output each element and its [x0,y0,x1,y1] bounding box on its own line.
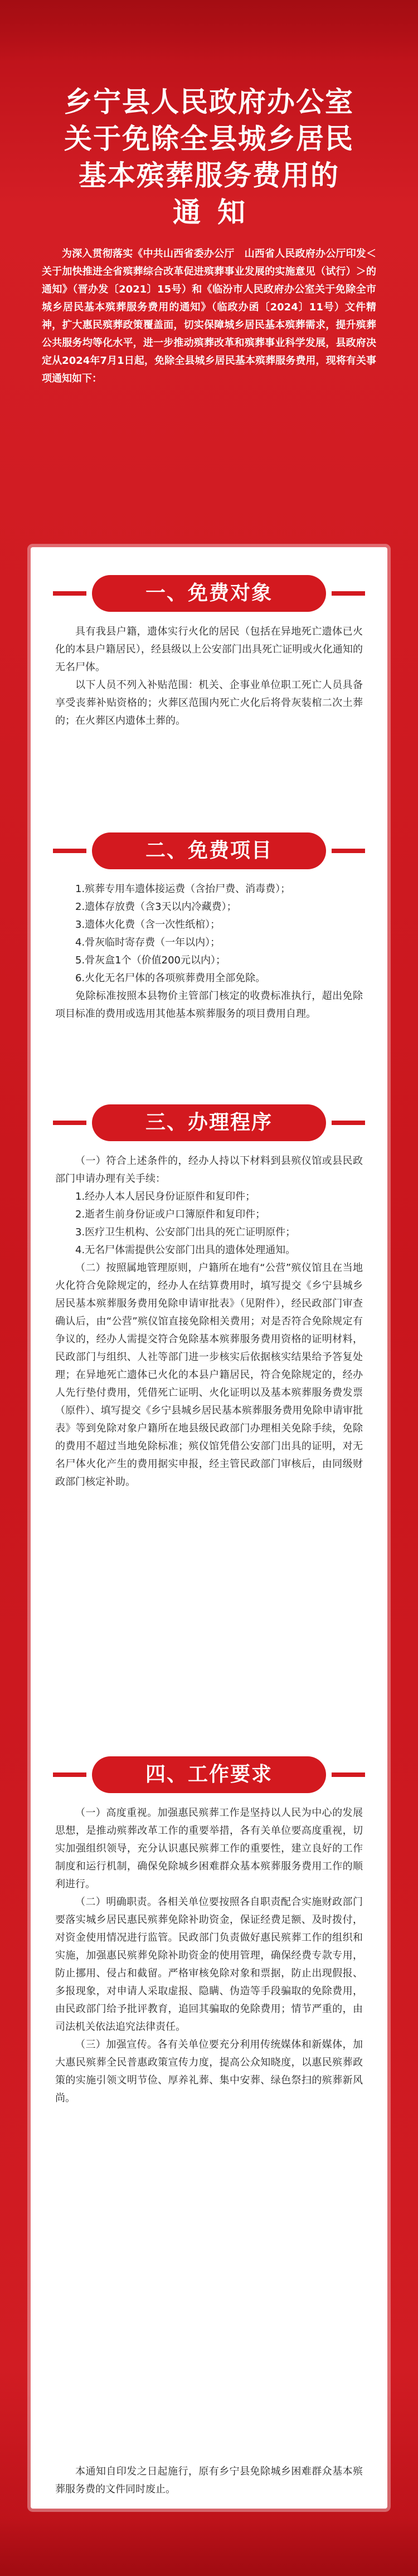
paragraph: 具有我县户籍，遗体实行火化的居民（包括在异地死亡遗体已火化的本县户籍居民），经县级以上公安部门出具死亡证明或火化通知的无名尸体。 [55,626,363,673]
section-requirements [31,1756,387,2107]
closing-paragraph: 本通知自印发之日起施行，原有乡宁县免除城乡困难群众基本殡葬服务费的文件同时废止。 [55,2466,363,2495]
intro-paragraph: 为深入贯彻落实《中共山西省委办公厅 山西省人民政府办公厅印发＜关于加快推进全省殡葬综合改革促进殡葬事业发展的实施意见（试行）＞的通知》（晋办发〔2021〕15号）和《临汾市人民政府办公室关于免除全市城乡居民基本殡葬服务费用的通知》（临政办函〔2024〕11号）文件精神，扩大惠民殡葬政策覆盖面，切实保障城乡居民基本殡葬需求，提升殡葬公共服务均等化水平，进一步推动殡葬改革和殡葬事业科学发展，县政府决定从2024年7月1日起，免除全县城乡居民基本殡葬服务费用，现将有关事项通知如下： [42,248,376,384]
paragraph: （二）按照属地管理原则，户籍所在地有“公营”殡仪馆且在当地火化符合免除规定的，经办人在结算费用时，填写提交《乡宁县城乡居民基本殡葬服务费用免除申请审批表》（见附件），经民政部门审查确认后，由“公营”殡仪馆直接免除相关费用；对是否符合免除规定有争议的，经办人需提交符合免除基本殡葬服务费用资格的证明材料，民政部门与组织、人社等部门进一步核实后依据核实结果给予答复处理；在异地死亡遗体已火化的本县户籍居民，符合免除规定的，经办人先行垫付费用，凭借死亡证明、火化证明以及基本殡葬服务费发票（原件）、填写提交《乡宁县城乡居民基本殡葬服务费用免除申请审批表》等到免除对象户籍所在地县级民政部门办理相关免除手续，免除的费用不超过当地免除标准；殡仪馆凭借公安部门出具的证明，对无名尸体火化产生的费用据实申报，经主管民政部门审核后，由同级财政部门核定补助。 [55,1262,363,1488]
section-heading: 一、免费对象 [92,575,326,612]
document-title [0,84,418,231]
paragraph: （三）加强宣传。各有关单位要充分利用传统媒体和新媒体，加大惠民殡葬全民普惠政策宣传力度，提高公众知晓度，以惠民殡葬政策的实施引领文明节俭、厚养礼葬、集中安葬、绿色祭扫的殡葬新风尚。 [55,2039,363,2104]
section-free-items [31,832,387,1023]
list-item: 4.无名尸体需提供公安部门出具的遗体处理通知。 [75,1244,296,1256]
section-body [55,1804,363,2107]
paragraph: 免除标准按照本县物价主管部门核定的收费标准执行，超出免除项目标准的费用或选用其他基本殡葬服务的项目费用自理。 [55,990,363,1020]
list-item: 2.遗体存放费（含3天以内冷藏费）； [75,901,237,913]
bottom-decoration [0,2519,418,2576]
list-item: 4.骨灰临时寄存费（一年以内）； [75,937,221,948]
paragraph: （一）高度重视。加强惠民殡葬工作是坚持以人民为中心的发展思想，是推动殡葬改革工作的重要举措，各有关单位要高度重视，切实加强组织领导，充分认识惠民殡葬工作的重要性，建立良好的工作制度和运行机制，确保免除城乡困难群众基本殡葬服务费用工作的顺利进行。 [55,1807,363,1890]
list-item: 3.遗体火化费（含一次性纸棺）； [75,919,221,931]
content-card [31,547,387,2509]
list-item: 3.医疗卫生机构、公安部门出具的死亡证明原件； [75,1226,296,1238]
section-body [55,880,363,1023]
section-body [55,1152,363,1491]
section-heading: 三、办理程序 [92,1104,326,1141]
paragraph: （二）明确职责。各相关单位要按照各自职责配合实施财政部门要落实城乡居民惠民殡葬免除补助资金，保证经费足额、及时拨付，对资金使用情况进行监管。民政部门负责做好惠民殡葬工作的组织和实施，加强惠民殡葬免除补助资金的使用管理，确保经费专款专用，防止挪用、侵占和截留。严格审核免除对象和票据，防止出现假报、多报现象，对申请人采取虚报、隐瞒、伪造等手段骗取的免除费用，由民政部门给予批评教育，追回其骗取的免除费用；情节严重的，由司法机关依法追究法律责任。 [55,1896,363,2033]
title-line-4: 通知 [173,196,262,228]
paragraph: 以下人员不列入补贴范围：机关、企事业单位职工死亡人员具备享受丧葬补贴资格的；火葬区范围内死亡火化后将骨灰装棺二次土葬的；在火葬区内遗体土葬的。 [55,679,363,727]
paragraph: （一）符合上述条件的，经办人持以下材料到县殡仪馆或县民政部门申请办理有关手续： [55,1155,363,1185]
section-heading: 四、工作要求 [92,1756,326,1793]
top-ribbon-decoration [0,0,418,61]
list-item: 2.逝者生前身份证或户口簿原件和复印件； [75,1209,266,1220]
list-item: 5.骨灰盒1个（价值200元以内）； [75,955,226,966]
section-heading: 二、免费项目 [92,832,326,869]
section-procedure [31,1104,387,1491]
title-line-2: 关于免除全县城乡居民 [64,123,354,155]
section-body [55,623,363,730]
list-item: 1.经办人本人居民身份证原件和复印件； [75,1191,256,1202]
section-free-recipients [31,575,387,730]
title-line-1: 乡宁县人民政府办公室 [64,86,354,118]
title-line-3: 基本殡葬服务费用的 [79,159,339,192]
list-item: 6.火化无名尸体的各项殡葬费用全部免除。 [75,972,266,984]
list-item: 1.殡葬专用车遗体接运费（含抬尸费、消毒费）； [75,883,291,895]
